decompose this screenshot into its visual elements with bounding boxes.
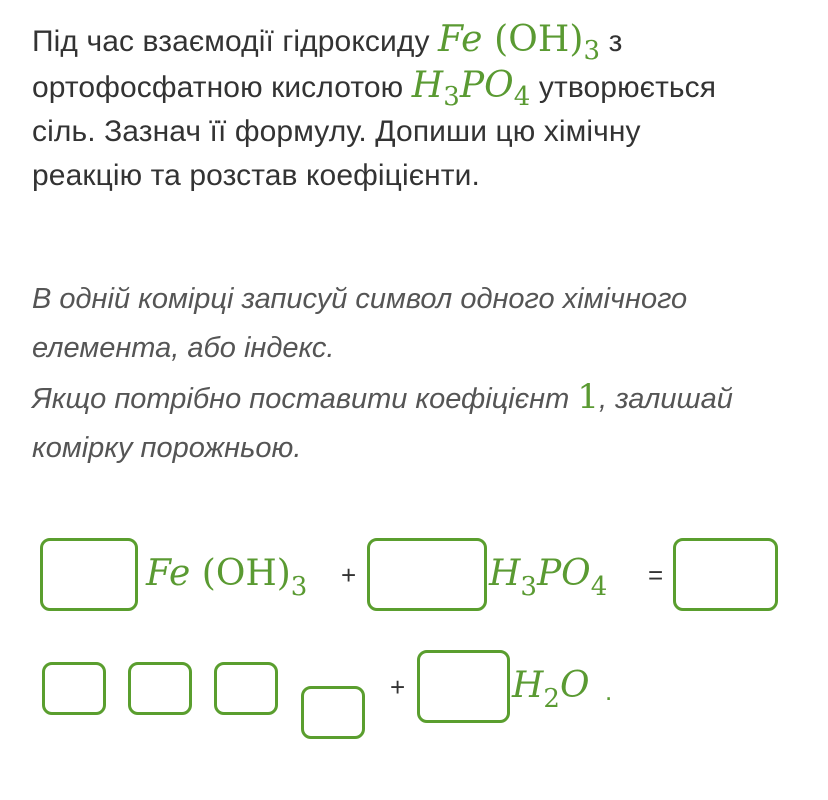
eq-acid-po: PO <box>536 553 591 594</box>
hint-line-3b: , залишай <box>598 383 733 415</box>
formula-acid-o-index: 4 <box>513 82 531 112</box>
salt-index-input[interactable] <box>301 686 365 739</box>
coef-input-h2o[interactable] <box>417 650 510 723</box>
formula-fe-group <box>494 19 583 60</box>
eq-fe-index: 3 <box>290 572 308 602</box>
coef-input-h3po4[interactable] <box>367 538 487 611</box>
task-text <box>32 18 802 198</box>
formula-fe-oh3 <box>438 19 601 66</box>
equation-end-dot: . <box>605 676 613 706</box>
plus-sign-2: + <box>390 672 406 702</box>
task-text-5: сіль. Зазнач її формулу. Допиши цю хімічну <box>32 115 641 148</box>
hint-line-3a: Якщо потрібно поставити коефіцієнт <box>32 383 570 415</box>
hint-text <box>32 275 802 473</box>
formula-h3po4 <box>411 65 531 112</box>
equals-sign: = <box>648 560 664 590</box>
formula-fe-group-text: (OH) <box>494 19 584 60</box>
formula-acid-po: PO <box>459 65 514 106</box>
eq-water-h-index: 2 <box>543 684 560 714</box>
salt-element-input-1[interactable] <box>42 662 106 715</box>
eq-acid-h-index: 3 <box>520 572 537 602</box>
formula-acid-h-index: 3 <box>443 82 460 112</box>
eq-water-h: H <box>512 665 544 706</box>
hint-line-1: В одній комірці записуй символ одного хімічного <box>32 283 688 315</box>
formula-fe-index: 3 <box>583 36 601 66</box>
salt-element-input-2[interactable] <box>128 662 192 715</box>
formula-fe-element: Fe <box>438 19 483 60</box>
salt-element-input-3[interactable] <box>214 662 278 715</box>
eq-water-o: O <box>559 665 590 706</box>
eq-formula-h3po4 <box>489 553 608 602</box>
task-text-2: з <box>608 25 623 58</box>
eq-formula-fe-oh3 <box>146 553 308 602</box>
formula-acid-h: H <box>411 65 444 106</box>
eq-formula-h2o <box>512 665 590 714</box>
coef-input-salt[interactable] <box>673 538 778 611</box>
task-text-6: реакцію та розстав коефіцієнти. <box>32 159 480 192</box>
eq-fe-element: Fe <box>146 553 191 594</box>
hint-coef-number: 1 <box>577 377 599 417</box>
hint-line-4: комірку порожньою. <box>32 432 302 464</box>
hint-line-2: елемента, або індекс. <box>32 332 335 364</box>
eq-acid-o-index: 4 <box>590 572 608 602</box>
task-text-1: Під час взаємодії гідроксиду <box>32 25 430 58</box>
eq-acid-h: H <box>489 553 521 594</box>
eq-fe-group: (OH) <box>201 553 291 594</box>
task-text-4: утворюється <box>538 71 717 104</box>
task-text-3: ортофосфатною кислотою <box>32 71 404 104</box>
plus-sign-1: + <box>341 560 357 590</box>
coef-input-fe-oh3[interactable] <box>40 538 138 611</box>
